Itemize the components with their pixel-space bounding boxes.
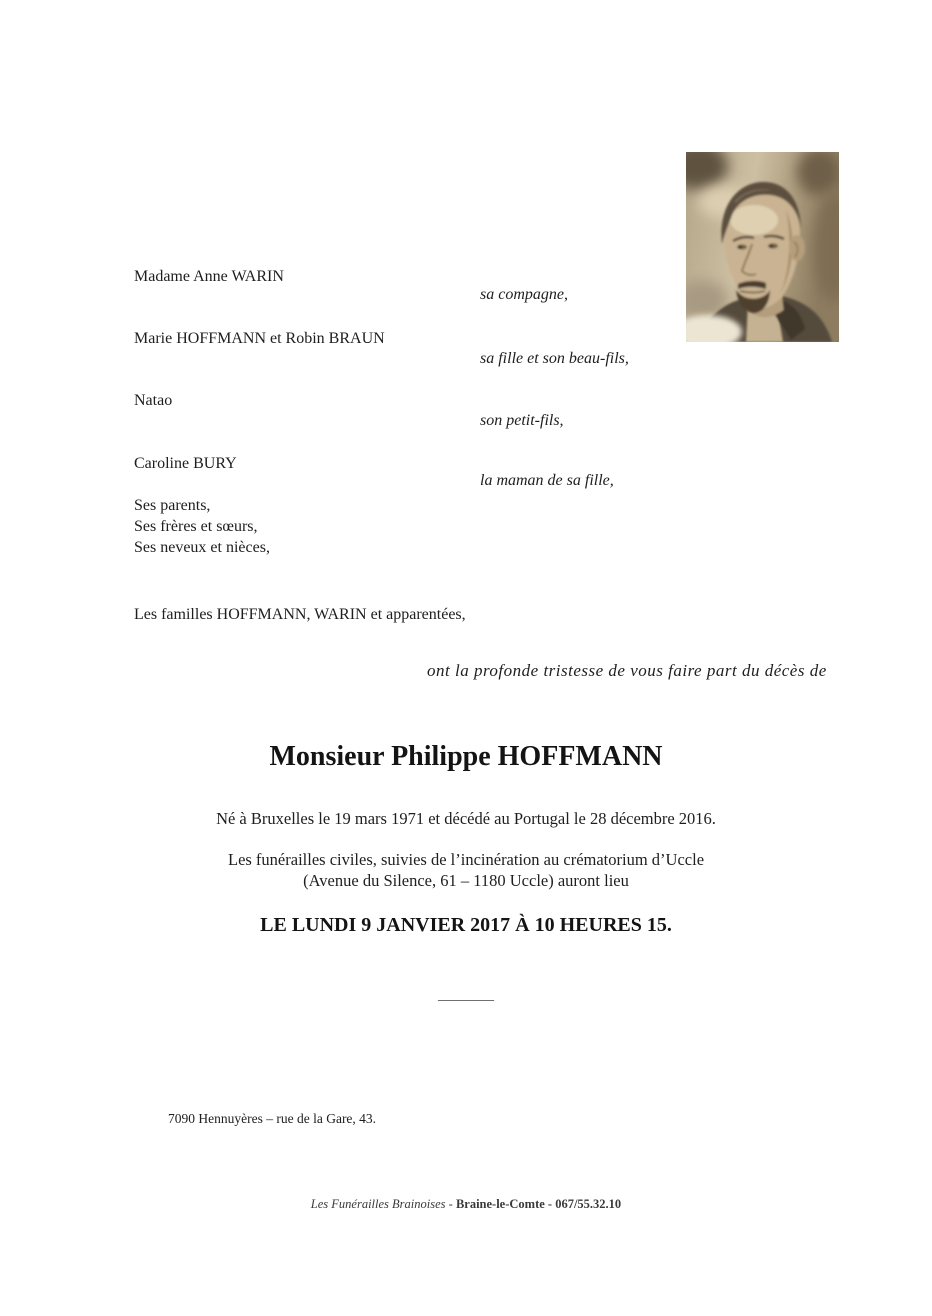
family-relation: son petit-fils, xyxy=(480,412,564,429)
portrait-photo-graphic xyxy=(686,152,839,342)
portrait-photo xyxy=(686,152,839,342)
family-name: Natao xyxy=(134,392,173,409)
family-name: Caroline BURY xyxy=(134,455,237,472)
relative-line: Ses frères et sœurs, xyxy=(134,518,258,535)
family-relation: sa fille et son beau-fils, xyxy=(480,350,629,367)
funeral-home-location-phone: Braine-le-Comte - 067/55.32.10 xyxy=(455,1197,622,1211)
footer-separator: - xyxy=(445,1197,456,1211)
relative-line: Ses parents, xyxy=(134,497,211,514)
ceremony-datetime: LE LUNDI 9 JANVIER 2017 À 10 HEURES 15. xyxy=(260,914,672,936)
relatives-list xyxy=(134,495,270,558)
ceremony-details xyxy=(0,849,932,891)
relative-line: Ses neveux et nièces, xyxy=(134,539,270,556)
families-line: Les familles HOFFMANN, WARIN et apparentées, xyxy=(134,606,466,623)
funeral-home-name: Les Funérailles Brainoises xyxy=(310,1197,446,1211)
deceased-name-title: Monsieur Philippe HOFFMANN xyxy=(269,741,663,772)
birth-death-line: Né à Bruxelles le 19 mars 1971 et décédé au Portugal le 28 décembre 2016. xyxy=(216,809,716,828)
footer-line xyxy=(0,1197,932,1212)
ceremony-line: Les funérailles civiles, suivies de l’incinération au crématorium d’Uccle xyxy=(227,850,705,869)
section-divider: _______ xyxy=(438,986,494,1003)
family-name: Marie HOFFMANN et Robin BRAUN xyxy=(134,330,385,347)
ceremony-line: (Avenue du Silence, 61 – 1180 Uccle) auront lieu xyxy=(303,871,629,890)
family-relation: sa compagne, xyxy=(480,286,568,303)
home-address: 7090 Hennuyères – rue de la Gare, 43. xyxy=(168,1111,377,1126)
family-name: Madame Anne WARIN xyxy=(134,268,284,285)
announcement-line: ont la profonde tristesse de vous faire part du décès de xyxy=(427,661,827,680)
family-relation: la maman de sa fille, xyxy=(480,472,614,489)
